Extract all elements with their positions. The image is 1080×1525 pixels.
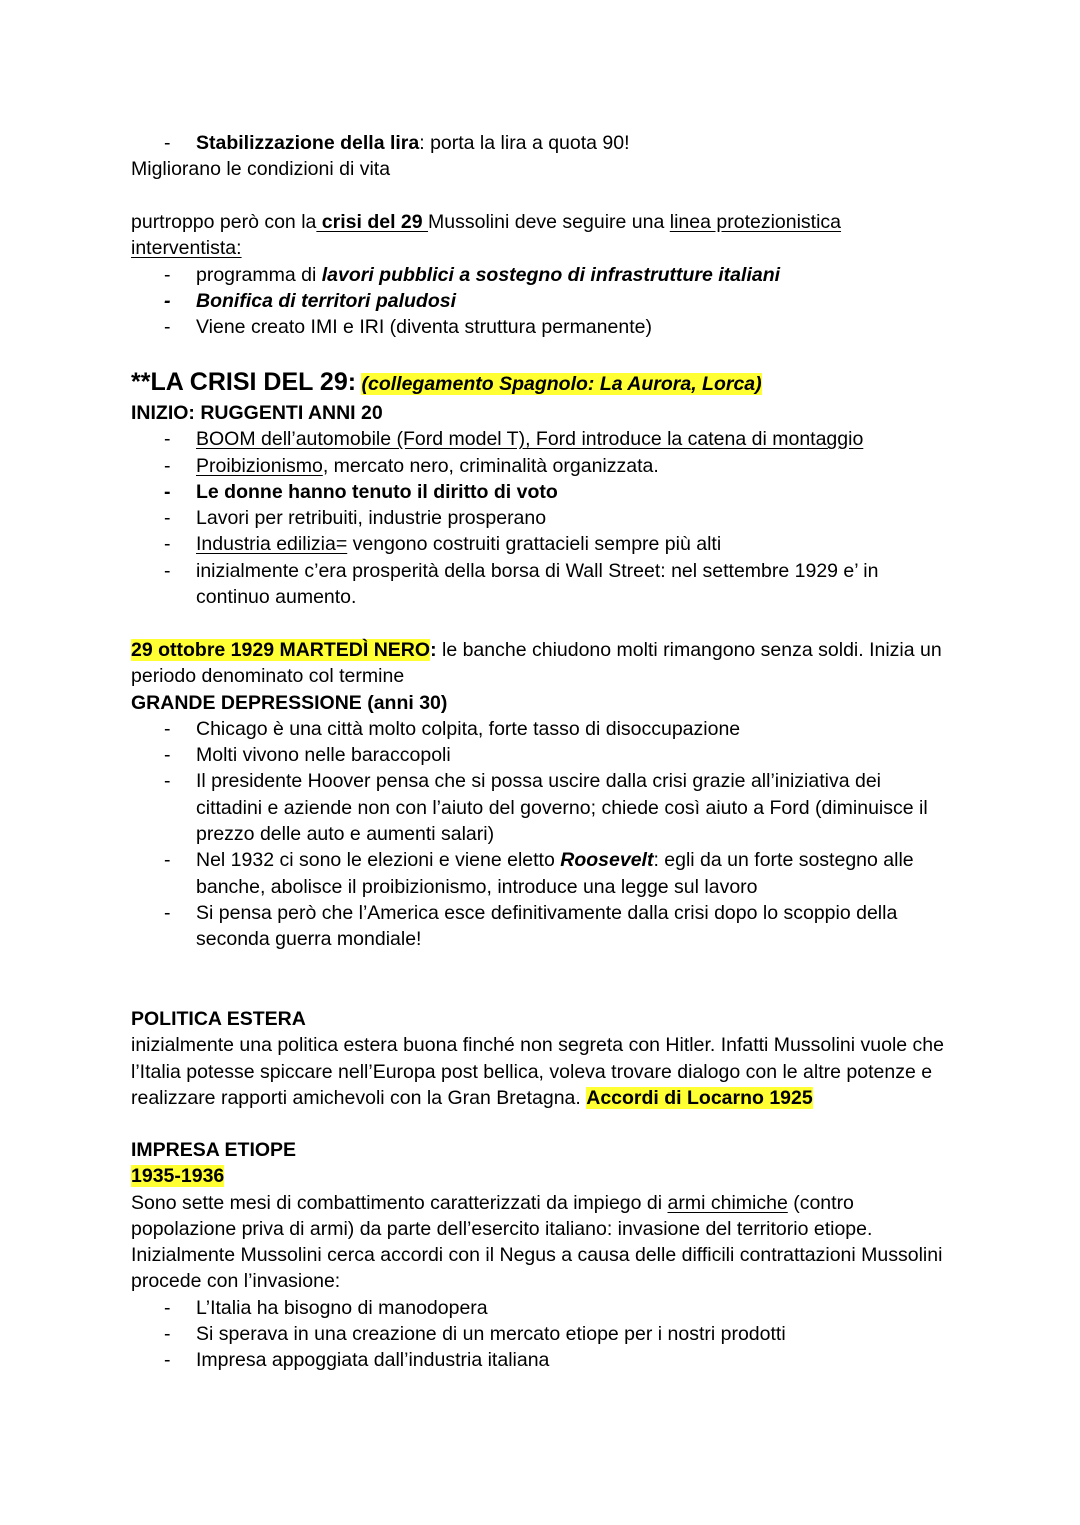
section-title-crisi: **LA CRISI DEL 29: (collegamento Spagnolo: La Aurora, Lorca) (131, 368, 762, 396)
bullet-boom: - BOOM dell’automobile (Ford model T), Ford introduce la catena di montaggio (131, 426, 950, 452)
paragraph-protezionistica: purtroppo però con la crisi del 29 Mussolini deve seguire una linea protezionistica interventista: (131, 211, 842, 260)
impresa-etiope-section (131, 1137, 950, 1374)
date-etiope: 1935-1936 (131, 1165, 225, 1188)
crisi-intro-section (131, 209, 950, 340)
bullet-wall-street: - inizialmente c’era prosperità della borsa di Wall Street: nel settembre 1929 e’ in continuo aumento. (131, 558, 950, 611)
martedi-nero-section (131, 637, 950, 953)
bullet-donne: - Le donne hanno tenuto il diritto di voto (131, 479, 950, 505)
bullet-mercato-etiope: - Si sperava in una creazione di un mercato etiope per i nostri prodotti (131, 1321, 950, 1347)
bullet-roosevelt: - Nel 1932 ci sono le elezioni e viene eletto Roosevelt: egli da un forte sostegno alle banche, abolisce il proibizionismo, introduce una legge sul lavoro (131, 847, 950, 900)
bullet-seconda-guerra: - Si pensa però che l’America esce definitivamente dalla crisi dopo lo scoppio della seconda guerra mondiale! (131, 900, 950, 953)
bullet-imi-iri: - Viene creato IMI e IRI (diventa struttura permanente) (131, 314, 950, 340)
bullet-proibizionismo: - Proibizionismo, mercato nero, criminalità organizzata. (131, 453, 950, 479)
bullet-baraccopoli: - Molti vivono nelle baraccopoli (131, 742, 950, 768)
bullet-chicago: - Chicago è una città molto colpita, forte tasso di disoccupazione (131, 716, 950, 742)
bullet-edilizia: - Industria edilizia= vengono costruiti grattacieli sempre più alti (131, 531, 950, 557)
paragraph-politica-estera: inizialmente una politica estera buona finché non segreta con Hitler. Infatti Mussolini vuole che l’Italia potesse spiccare nell’Europa post bellica, voleva trovare dialogo con le altre potenze e realizzare rapporti amichevoli con la Gran Bretagna. Accordi di Locarno 1925 (131, 1034, 944, 1109)
bullet-bonifica: - Bonifica di territori paludosi (131, 288, 950, 314)
paragraph-etiope: Sono sette mesi di combattimento caratterizzati da impiego di armi chimiche (contro popolazione priva di armi) da parte dell’esercito italiano: invasione del territorio etiope. Inizialmente Mussolini cerca accordi con il Negus a causa delle difficili contrattazioni Mussolini procede con l’invasione: (131, 1191, 943, 1293)
section-title-politica-estera: POLITICA ESTERA (131, 1008, 306, 1030)
line-condizioni: Migliorano le condizioni di vita (131, 158, 391, 181)
intro-section (131, 130, 950, 183)
bullet-lavori: - Lavori per retribuiti, industrie prosperano (131, 505, 950, 531)
politica-estera-section (131, 1006, 950, 1111)
bullet-manodopera: - L’Italia ha bisogno di manodopera (131, 1295, 950, 1321)
paragraph-martedi-nero: 29 ottobre 1929 MARTEDÌ NERO: le banche chiudono molti rimangono senza soldi. Inizia un periodo denominato col termine (131, 639, 942, 688)
bullet-lavori-pubblici: - programma di lavori pubblici a sostegno di infrastrutture italiani (131, 262, 950, 288)
bullet-hoover: - Il presidente Hoover pensa che si possa uscire dalla crisi grazie all’iniziativa dei cittadini e aziende non con l’aiuto del governo; chiede così aiuto a Ford (diminuisce il prezzo delle auto e aumenti salari) (131, 768, 950, 847)
subtitle-grande-depressione: GRANDE DEPRESSIONE (anni 30) (131, 691, 448, 714)
subtitle-ruggenti: INIZIO: RUGGENTI ANNI 20 (131, 402, 383, 424)
crisi-29-section (131, 366, 950, 610)
section-title-impresa-etiope: IMPRESA ETIOPE (131, 1139, 297, 1161)
bullet-stabilizzazione: - Stabilizzazione della lira: porta la lira a quota 90! (131, 130, 950, 156)
bullet-industria-italiana: - Impresa appoggiata dall’industria italiana (131, 1347, 950, 1373)
